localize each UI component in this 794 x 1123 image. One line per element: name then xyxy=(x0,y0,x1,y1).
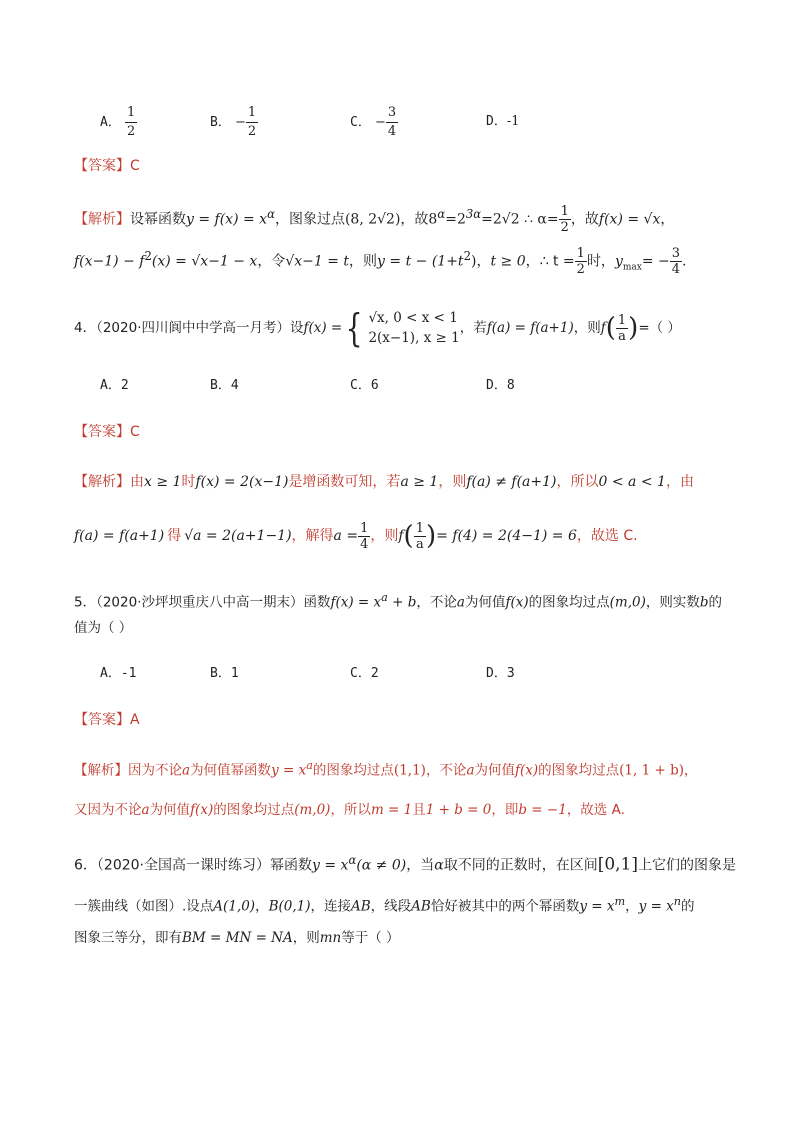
q5-analysis-line2: 又因为不论a为何值f(x)的图象均过点(m,0)，所以m = 1且1 + b = 0，即b = −1，故选 A. xyxy=(74,802,625,818)
fraction: $\frac{3}{4}$ xyxy=(671,246,681,278)
q5-option-d: D．3 xyxy=(486,666,515,681)
left-brace: { xyxy=(345,306,363,350)
q4-option-d: D．8 xyxy=(486,378,515,393)
fraction: $\frac{1}{a}$ xyxy=(415,520,424,552)
q4-option-c: C．6 xyxy=(350,378,379,393)
fraction: $\frac{1}{2}$ xyxy=(126,105,136,139)
q5-option-b: B．1 xyxy=(210,666,239,681)
q5-stem-line2: 值为（ ） xyxy=(74,620,133,636)
q4-analysis-line1: 【解析】由x ≥ 1时f(x) = 2(x−1)是增函数可知，若a ≥ 1，则f(a) ≠ f(a+1)，所以0 < a < 1，由 xyxy=(74,474,694,490)
q5-stem-line1: 5．（2020·沙坪坝重庆八中高一期末）函数$f(x) = x^a + b$，不论a为何值f(x)的图象均过点(m,0)，则实数b的 xyxy=(74,591,723,611)
q3-option-a: A． $\frac{1}{2}$ xyxy=(100,105,136,139)
q6-stem-line1: 6．（2020·全国高一课时练习）幂函数$y = x^\alpha(\alpha \ne 0)$，当α取不同的正数时，在区间[0,1]上它们的图象是 xyxy=(74,853,737,875)
fraction: $\frac{1}{2}$ xyxy=(247,105,257,139)
q4-option-a: A．2 xyxy=(100,378,129,393)
q3-option-b: B． − $\frac{1}{2}$ xyxy=(210,105,257,139)
q6-stem-line3: 图象三等分，即有BM = MN = NA，则mn等于（ ） xyxy=(74,930,400,946)
q3-answer: 【答案】C xyxy=(74,158,140,174)
q3-analysis-line1: 【解析】设幂函数$y = f(x) = x^\alpha$，图象过点(8, 2√2)，故$8^\alpha=2^{3\alpha}=2√2$ ∴ α= $\frac{1}{2}$ ，故f(x) = √x， xyxy=(74,204,675,236)
q5-option-c: C．2 xyxy=(350,666,379,681)
piecewise-cases: √x, 0 < x < 1 2(x−1), x ≥ 1 xyxy=(368,310,460,346)
q3-option-d: D．-1 xyxy=(486,114,520,129)
q5-answer: 【答案】A xyxy=(74,712,140,728)
q3-analysis-line2: $f(x-1) - f^2(x) = √x-1 - x$，令√x−1 = t，则$y = t - (1+t^2)$，t ≥ 0，∴ t = $\frac{1}{2}$ 时，$y_{max}=$ − $\frac{3}{4}$ . xyxy=(74,246,687,278)
q5-option-a: A．-1 xyxy=(100,666,137,681)
q5-analysis-line1: 【解析】因为不论a为何值幂函数$y = x^a$的图象均过点(1,1)，不论a为何值f(x)的图象均过点(1, 1 + b)， xyxy=(74,759,698,779)
fraction: $\frac{1}{2}$ xyxy=(560,204,569,236)
fraction: $\frac{1}{a}$ xyxy=(617,312,627,344)
q3-option-c: C． − $\frac{3}{4}$ xyxy=(350,105,397,139)
q4-analysis-line2: f(a) = f(a+1) 得 √a = 2(a+1−1) ，解得 a = $\frac{1}{4}$ ，则 f ( $\frac{1}{a}$ ) = f(4) = 2(4−1) = 6 ，故选 C. xyxy=(74,520,638,552)
fraction: $\frac{1}{4}$ xyxy=(360,520,369,552)
q4-option-b: B．4 xyxy=(210,378,239,393)
q4-answer: 【答案】C xyxy=(74,424,140,440)
fraction: $\frac{3}{4}$ xyxy=(387,105,397,139)
fraction: $\frac{1}{2}$ xyxy=(576,246,585,278)
q4-stem: 4．（2020·四川阆中中学高一月考）设 f(x) = { √x, 0 < x < 1 2(x−1), x ≥ 1 ，若 f(a) = f(a+1) ，则 f ( $\frac{1}{a}$ ) =（ ） xyxy=(74,306,681,350)
q6-stem-line2: 一簇曲线（如图）.设点A(1,0)，B(0,1)，连接AB，线段AB恰好被其中的两个幂函数$y = x^m$，$y = x^n$的 xyxy=(74,895,695,915)
